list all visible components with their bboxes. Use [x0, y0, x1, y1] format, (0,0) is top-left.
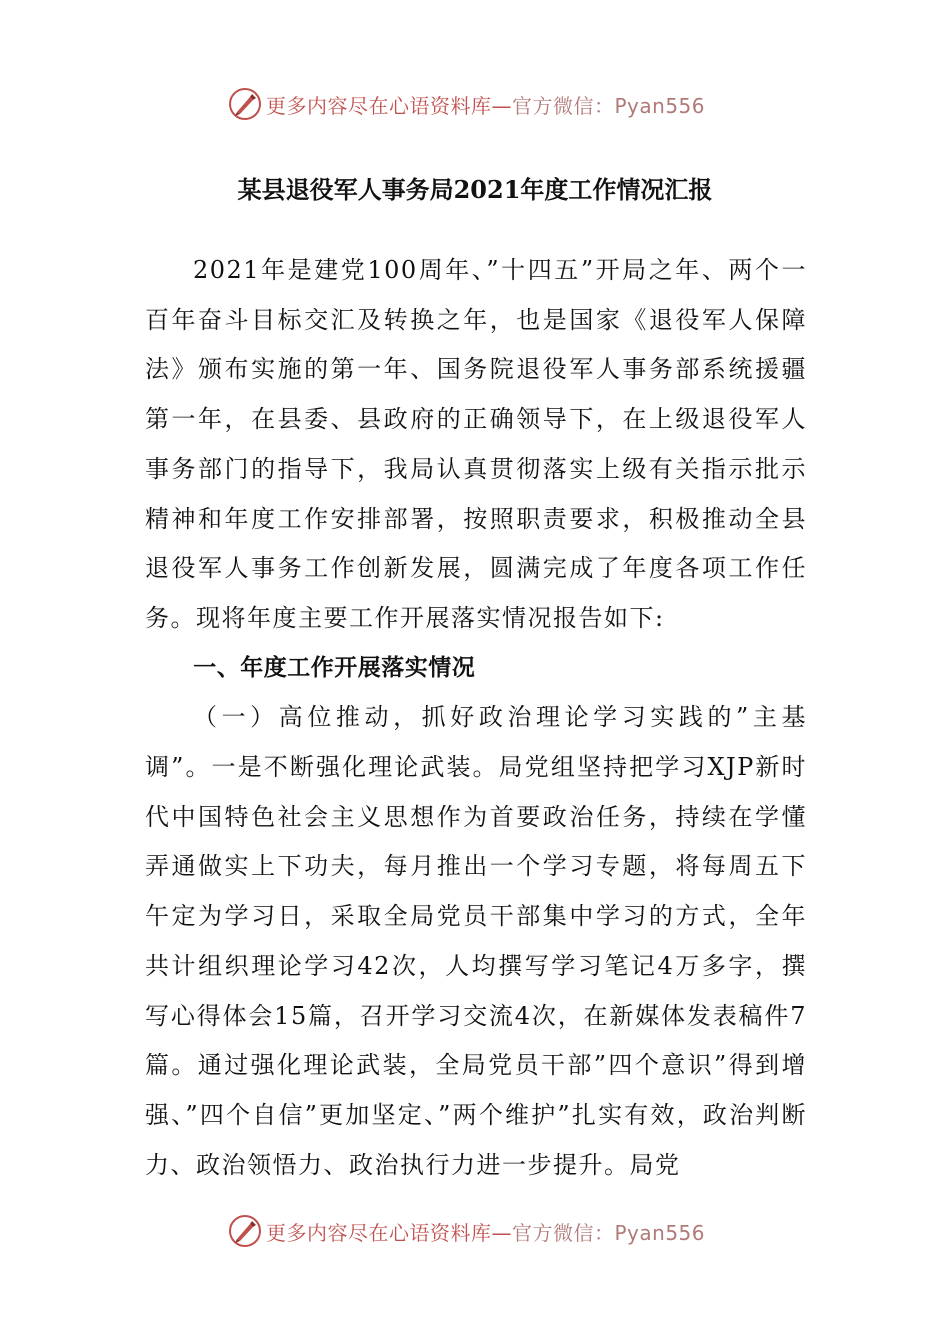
- header-watermark-banner: [228, 84, 705, 124]
- banner-text: [266, 1217, 705, 1246]
- banner-main-text: 更多内容尽在心语资料库—: [266, 93, 512, 118]
- banner-wechat-text: 官方微信：Pyan556: [512, 93, 706, 118]
- footer-watermark-banner: [228, 1211, 705, 1251]
- banner-wechat-text: 官方微信：Pyan556: [512, 1220, 706, 1245]
- banner-text: [266, 90, 705, 119]
- section-paragraph: （一）高位推动，抓好政治理论学习实践的”主基调”。一是不断强化理论武装。局党组坚持把学习XJP新时代中国特色社会主义思想作为首要政治任务，持续在学懂弄通做实上下功夫，每月推出一个学习专题，将每周五下午定为学习日，采取全局党员干部集中学习的方式，全年共计组织理论学习42次，人均撰写学习笔记4万多字，撰写心得体会15篇，召开学习交流4次，在新媒体发表稿件7篇。通过强化理论武装，全局党员干部”四个意识”得到增强、”四个自信”更加坚定、”两个维护”扎实有效，政治判断力、政治领悟力、政治执行力进一步提升。局党: [145, 703, 807, 1179]
- document-body: [145, 246, 807, 1190]
- intro-paragraph: 2021年是建党100周年、”十四五”开局之年、两个一百年奋斗目标交汇及转换之年，也是国家《退役军人保障法》颁布实施的第一年、国务院退役军人事务部系统援疆第一年，在县委、县政府的正确领导下，在上级退役军人事务部门的指导下，我局认真贯彻落实上级有关指示批示精神和年度工作安排部署，按照职责要求，积极推动全县退役军人事务工作创新发展，圆满完成了年度各项工作任务。现将年度主要工作开展落实情况报告如下:: [145, 256, 807, 632]
- document-title: 某县退役军人事务局2021年度工作情况汇报: [237, 175, 713, 204]
- pen-logo-icon: [228, 1214, 262, 1248]
- banner-main-text: 更多内容尽在心语资料库—: [266, 1220, 512, 1245]
- section-heading: 一、年度工作开展落实情况: [193, 654, 476, 681]
- pen-logo-icon: [228, 87, 262, 121]
